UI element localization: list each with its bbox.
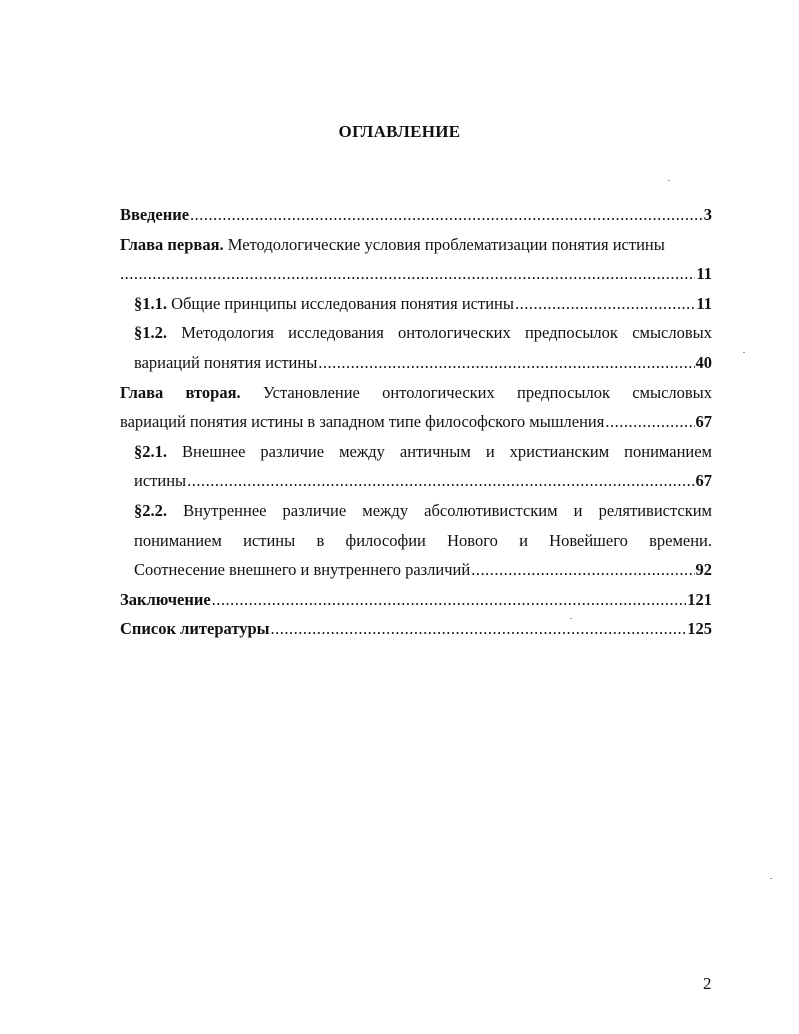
- dot-leader: [515, 289, 695, 319]
- toc-entry-chapter-2[interactable]: [120, 378, 712, 408]
- scan-speck: [668, 180, 670, 181]
- dot-leader: [187, 466, 694, 496]
- toc-page-number: 3: [703, 205, 712, 224]
- section-title: Внутреннее различие между абсолютивистским и релятивистским: [183, 500, 712, 520]
- section-title-continued: вариаций понятия истины: [134, 352, 318, 372]
- toc-page-number: 125: [687, 619, 712, 639]
- section-title: Методология исследования онтологических предпосылок смысловых: [181, 323, 712, 343]
- toc-entry-section-1-2[interactable]: [120, 318, 712, 348]
- section-number: §1.1.: [134, 293, 167, 313]
- toc-page-number: 11: [696, 293, 712, 313]
- section-title-continued: Соотнесение внешнего и внутреннего различий: [134, 560, 471, 580]
- toc-label: Введение: [120, 205, 190, 224]
- toc-page-number: 67: [695, 412, 712, 432]
- page-title: ОГЛАВЛЕНИЕ: [338, 122, 461, 141]
- section-title-continued: истины: [134, 471, 187, 491]
- section-title: Внешнее различие между античным и христианским пониманием: [182, 441, 713, 461]
- toc-page-number: 121: [687, 589, 712, 609]
- toc-label: Список литературы: [120, 619, 270, 639]
- dot-leader: [605, 407, 694, 437]
- toc-entry-intro[interactable]: [120, 200, 712, 230]
- dot-leader: [212, 585, 687, 615]
- chapter-title: Установление онтологических предпосылок смысловых: [262, 382, 713, 402]
- toc-page-number: 11: [696, 264, 712, 284]
- section-number: §2.2.: [134, 500, 167, 520]
- page-number: 2: [703, 974, 712, 993]
- chapter-label: Глава первая.: [120, 234, 224, 254]
- toc-page-number: 40: [695, 352, 712, 372]
- toc-entry-section-2-1[interactable]: [120, 437, 712, 467]
- dot-leader: [120, 259, 695, 289]
- table-of-contents: [120, 200, 712, 644]
- section-number: §1.2.: [134, 323, 167, 343]
- chapter-title: Методологические условия проблематизации понятия истины: [227, 234, 665, 254]
- scan-speck: [743, 352, 745, 353]
- dot-leader: [271, 614, 687, 644]
- scan-speck: [770, 878, 772, 879]
- dot-leader: [318, 348, 694, 378]
- toc-page-number: 67: [695, 471, 712, 491]
- toc-entry-chapter-1[interactable]: [120, 230, 712, 260]
- chapter-label: Глава вторая.: [120, 382, 241, 402]
- dot-leader: [471, 555, 694, 585]
- section-title-continued: пониманием истины в философии Нового и Новейшего времени.: [134, 530, 712, 550]
- dot-leader: [190, 200, 703, 230]
- toc-entry-references[interactable]: [120, 614, 712, 644]
- toc-label: Заключение: [120, 589, 211, 609]
- toc-entry-conclusion[interactable]: [120, 585, 712, 615]
- chapter-title-continued: вариаций понятия истины в западном типе философского мышления: [120, 412, 605, 432]
- section-title: Общие принципы исследования понятия истины: [171, 293, 514, 313]
- toc-entry-section-2-2[interactable]: [120, 496, 712, 526]
- toc-entry-section-1-1[interactable]: [120, 289, 712, 319]
- toc-page-number: 92: [695, 560, 712, 580]
- section-number: §2.1.: [134, 441, 167, 461]
- scan-speck: [570, 618, 572, 619]
